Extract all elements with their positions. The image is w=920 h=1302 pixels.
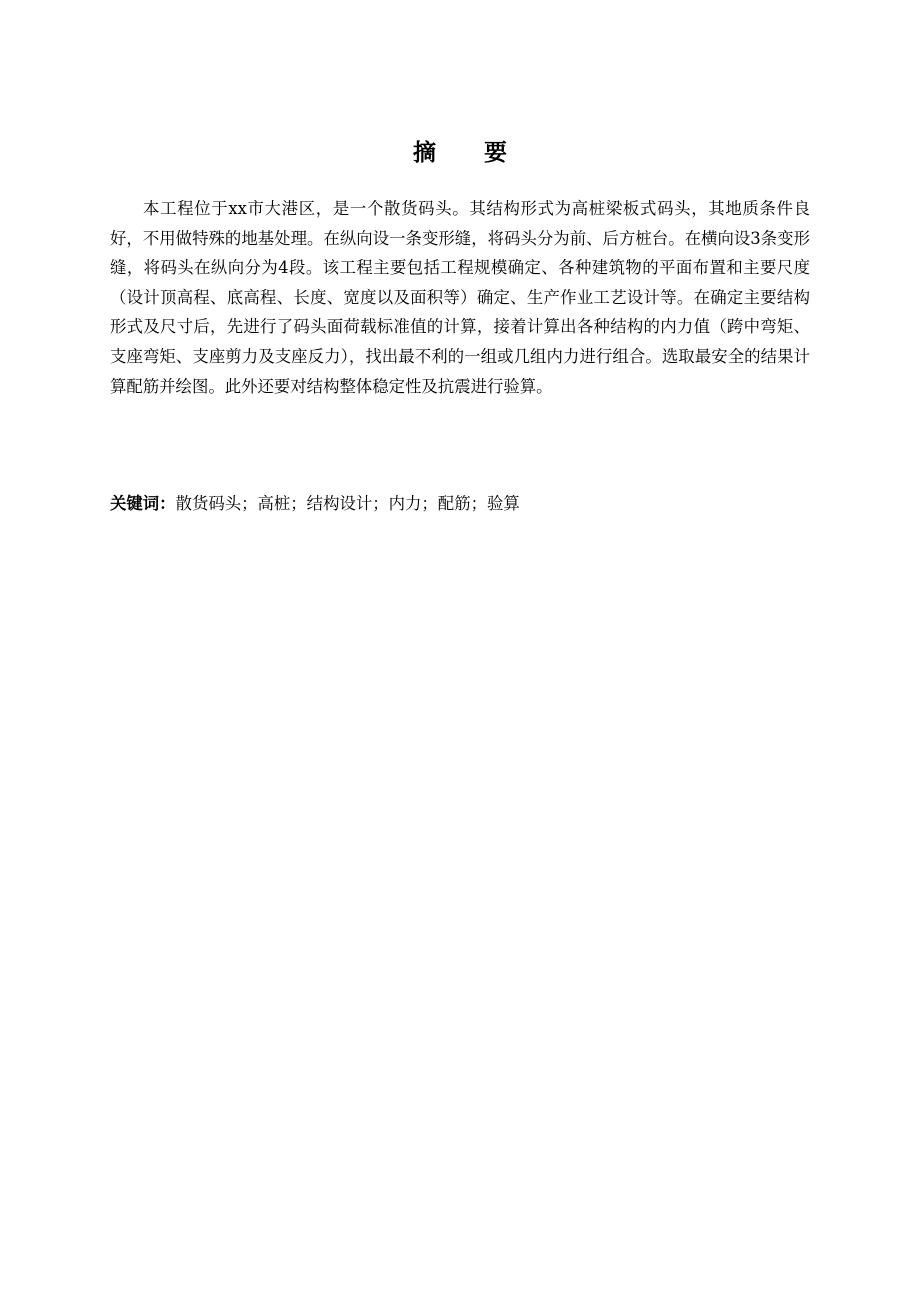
abstract-paragraph: 本工程位于xx市大港区，是一个散货码头。其结构形式为高桩梁板式码头，其地质条件良好，不用做特殊的地基处理。在纵向设一条变形缝，将码头分为前、后方桩台。在横向设3条变形缝，将码头在纵向分为4段。该工程主要包括工程规模确定、各种建筑物的平面布置和主要尺度（设计顶高程、底高程、长度、宽度以及面积等）确定、生产作业工艺设计等。在确定主要结构形式及尺寸后，先进行了码头面荷载标准值的计算，接着计算出各种结构的内力值（跨中弯矩、支座弯矩、支座剪力及支座反力），找出最不利的一组或几组内力进行组合。选取最安全的结果计算配筋并绘图。此外还要对结构整体稳定性及抗震进行验算。 — [110, 199, 810, 396]
page-title: 摘 要 — [412, 140, 527, 166]
keywords-label: 关键词： — [110, 494, 176, 513]
keywords-line — [110, 491, 810, 517]
keywords-text: 散货码头；高桩；结构设计；内力；配筋；验算 — [175, 494, 520, 513]
